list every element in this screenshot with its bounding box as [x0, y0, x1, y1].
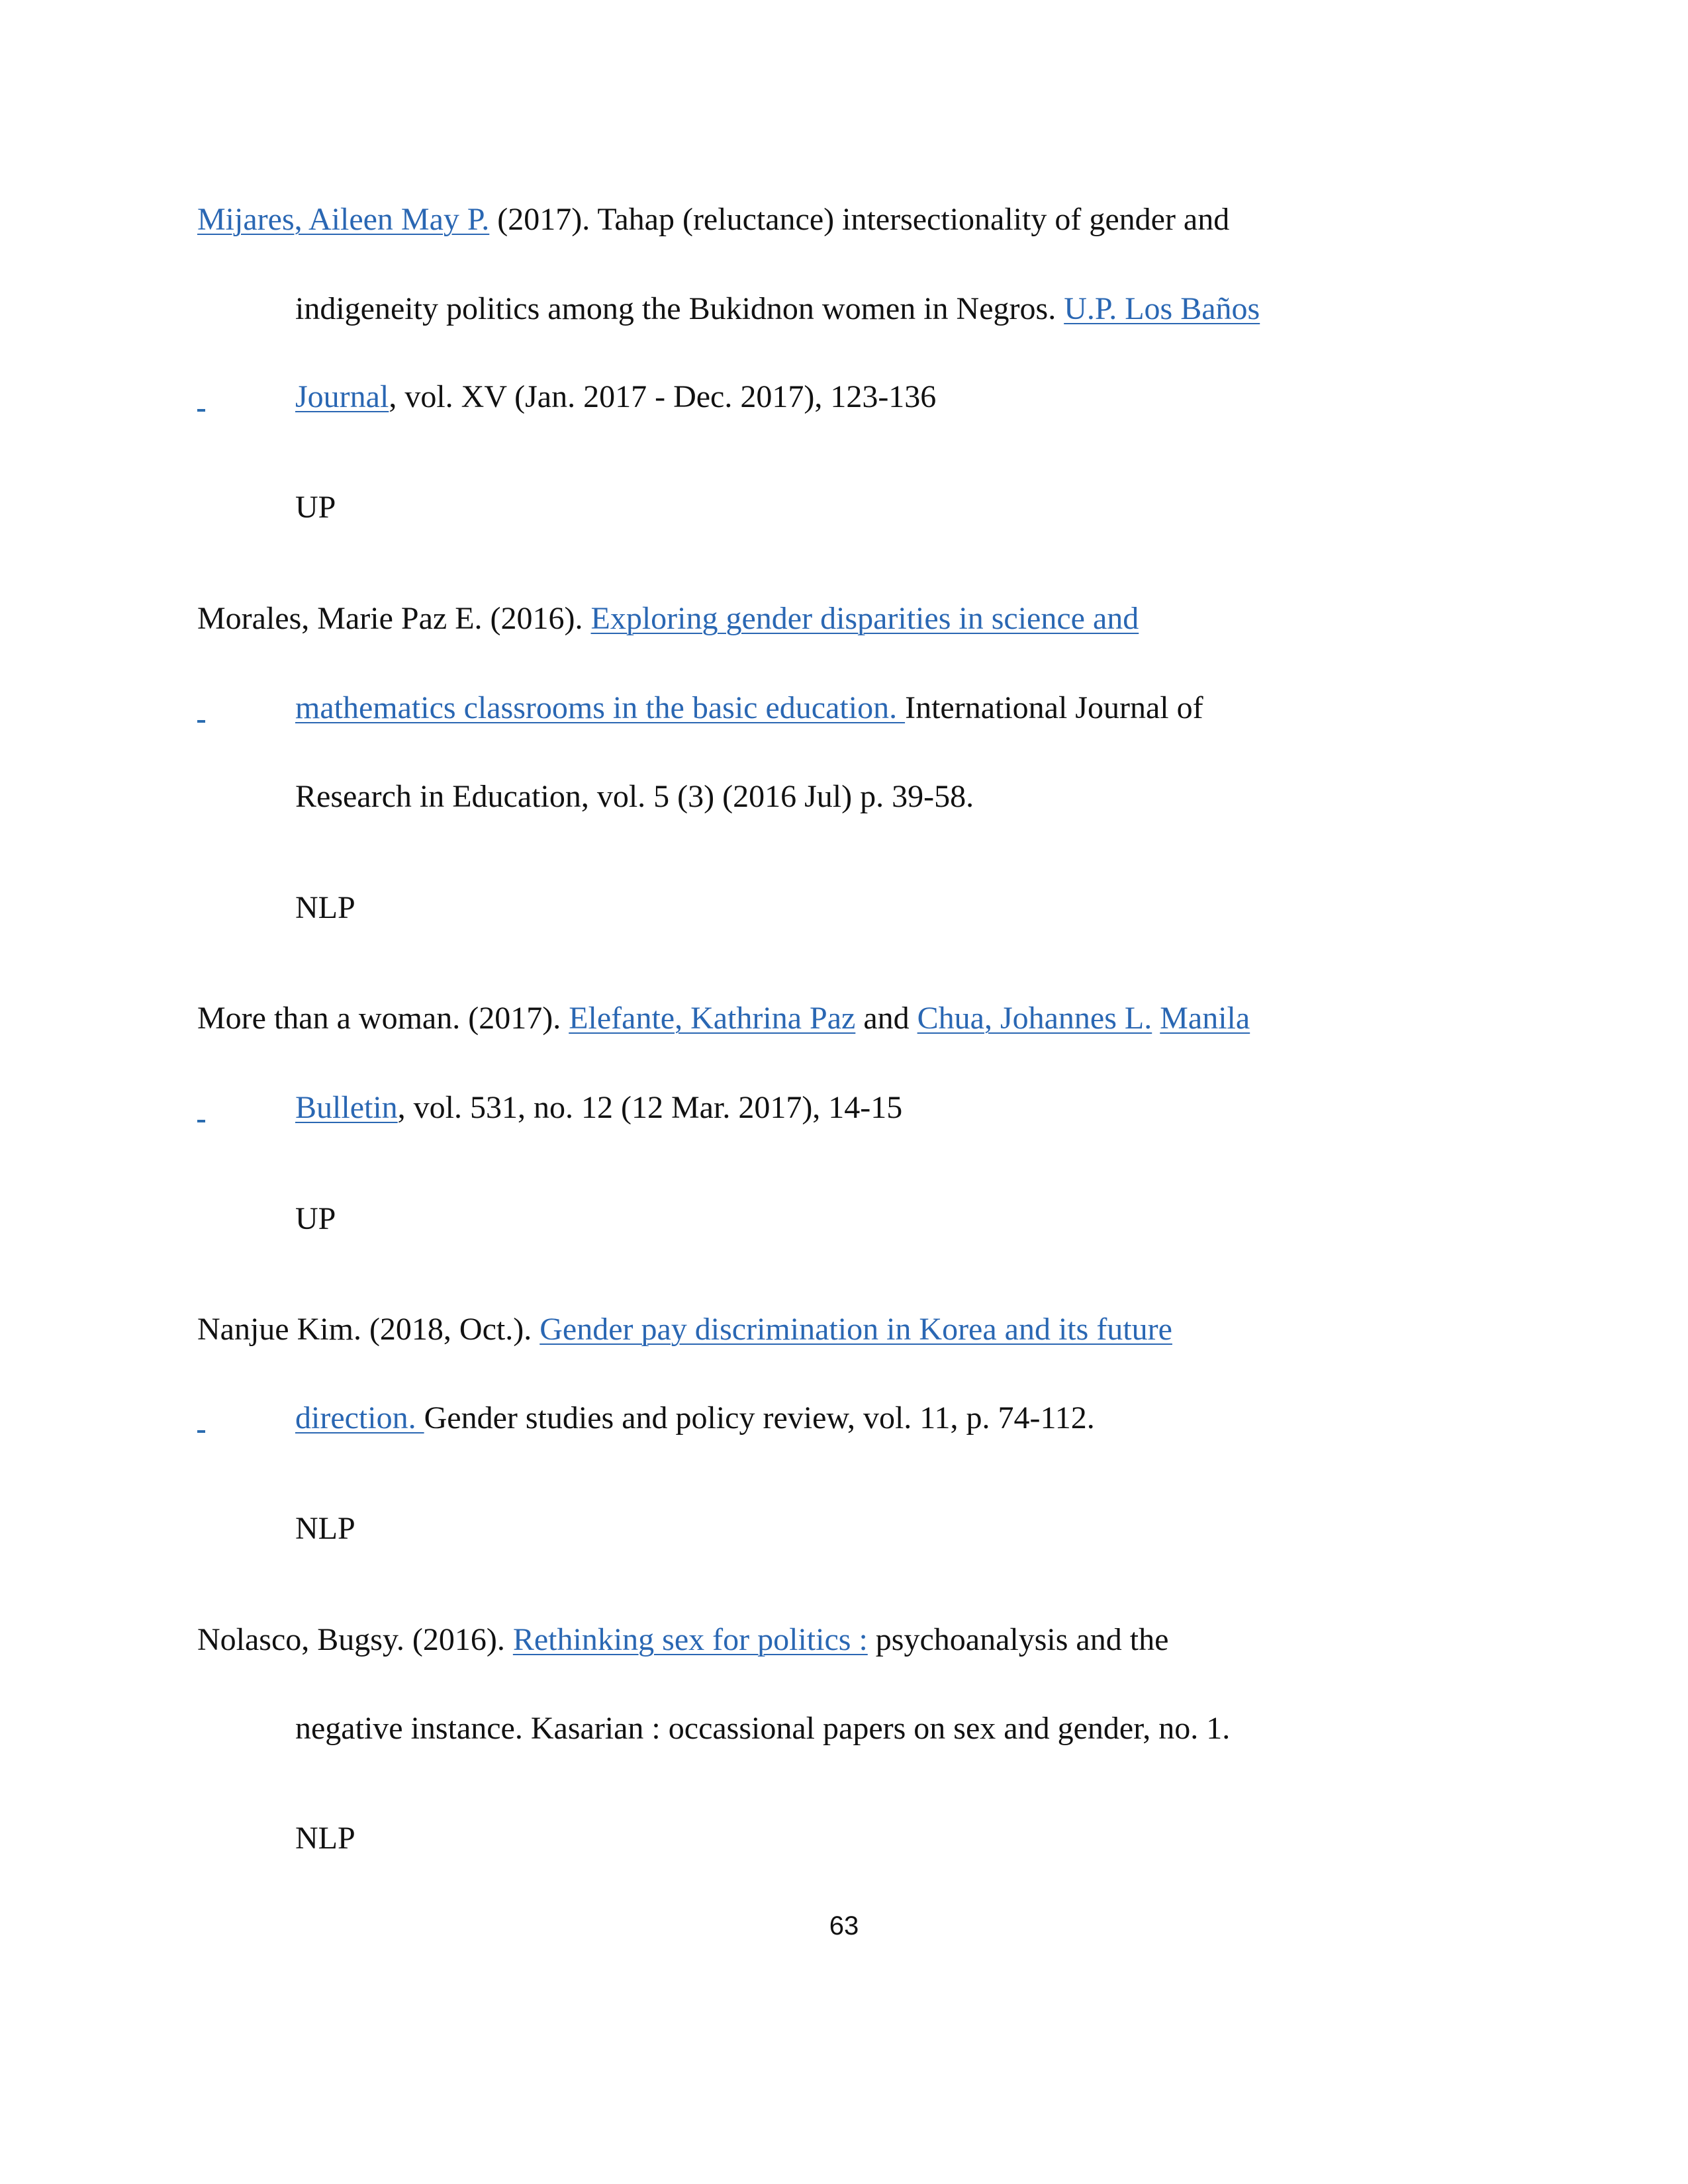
citation-text: International Journal of [905, 690, 1203, 725]
citation-text: , vol. XV (Jan. 2017 - Dec. 2017), 123-136 [389, 379, 937, 414]
entry-5-line-2: negative instance. Kasarian : occassional papers on sex and gender, no. 1. [295, 1711, 1231, 1746]
entry-1-line-1 [197, 200, 1229, 240]
citation-text: , vol. 531, no. 12 (12 Mar. 2017), 14-15 [397, 1090, 903, 1125]
entry-2-code: NLP [295, 890, 355, 925]
entry-5-line-1 [197, 1620, 1168, 1660]
indent-underline [197, 1088, 295, 1128]
author-link[interactable]: Elefante, Kathrina Paz [569, 1001, 856, 1036]
page-number: 63 [829, 1911, 859, 1940]
entry-1-code: UP [295, 490, 336, 525]
citation-text: psychoanalysis and the [867, 1622, 1169, 1657]
entry-4-code: NLP [295, 1511, 355, 1546]
journal-link-continued[interactable]: Journal [295, 379, 389, 414]
indent-underline [197, 1398, 295, 1438]
citation-text: and [855, 1001, 917, 1036]
indent-underline [197, 688, 295, 728]
title-link[interactable]: Rethinking sex for politics : [512, 1622, 868, 1657]
citation-text: More than a woman. (2017). [197, 1001, 569, 1036]
citation-text: Nanjue Kim. (2018, Oct.). [197, 1312, 540, 1347]
journal-link[interactable]: U.P. Los Baños [1064, 291, 1260, 326]
entry-1-line-3 [197, 377, 936, 417]
entry-1-line-2 [295, 289, 1260, 329]
entry-4-line-2 [197, 1398, 1095, 1438]
citation-text: indigeneity politics among the Bukidnon women in Negros. [295, 291, 1064, 326]
journal-link-continued[interactable]: Bulletin [295, 1090, 398, 1125]
citation-text: (2017). Tahap (reluctance) intersectionality of gender and [489, 202, 1230, 237]
entry-2-line-2 [197, 688, 1203, 728]
citation-text: Gender studies and policy review, vol. 11, p. 74-112. [424, 1400, 1095, 1435]
author-link[interactable]: Mijares, Aileen May P. [197, 202, 490, 237]
author-link[interactable]: Chua, Johannes L. [917, 1001, 1152, 1036]
title-link-continued[interactable]: direction. [295, 1400, 424, 1435]
title-link[interactable]: Exploring gender disparities in science and [590, 601, 1139, 636]
title-link[interactable]: Gender pay discrimination in Korea and its future [539, 1312, 1172, 1347]
citation-text [1152, 1001, 1160, 1036]
entry-3-line-1 [197, 999, 1250, 1038]
entry-4-line-1 [197, 1310, 1172, 1349]
title-link-continued[interactable]: mathematics classrooms in the basic education. [295, 690, 906, 725]
entry-2-line-1 [197, 599, 1139, 639]
entry-3-code: UP [295, 1201, 336, 1236]
entry-2-line-3: Research in Education, vol. 5 (3) (2016 Jul) p. 39-58. [295, 779, 974, 814]
citation-text: Nolasco, Bugsy. (2016). [197, 1622, 513, 1657]
entry-3-line-2 [197, 1088, 902, 1128]
citation-text: Morales, Marie Paz E. (2016). [197, 601, 591, 636]
indent-underline [197, 377, 295, 417]
entry-5-code: NLP [295, 1821, 355, 1856]
journal-link[interactable]: Manila [1160, 1001, 1250, 1036]
